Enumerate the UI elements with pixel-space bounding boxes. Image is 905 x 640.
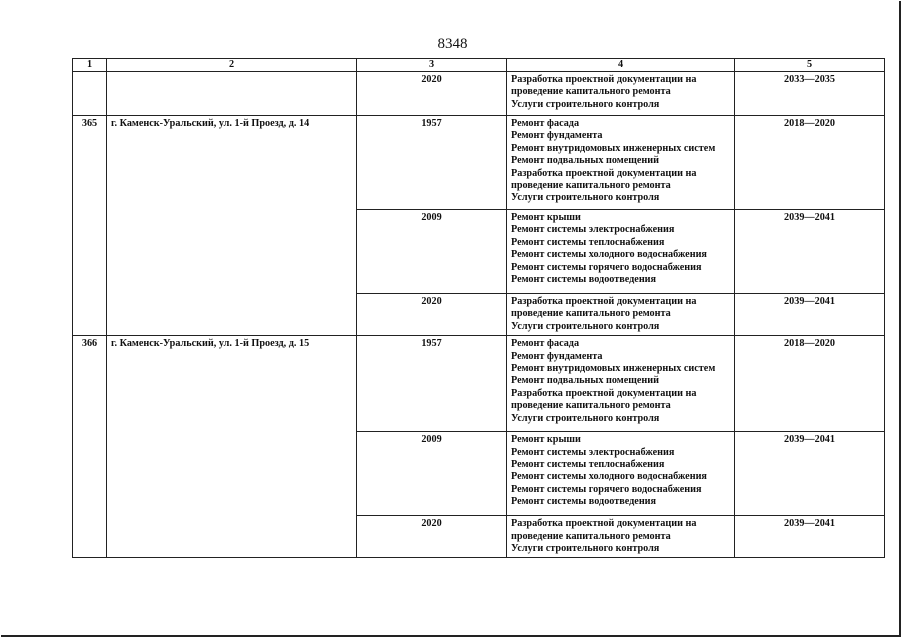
- repair-schedule-table: [72, 58, 885, 558]
- work-line: Ремонт фасада: [511, 338, 580, 350]
- year-cell: 1957: [357, 336, 507, 432]
- work-line: Ремонт системы водоотведения: [511, 274, 657, 286]
- empty-address-cell: [107, 72, 357, 116]
- works-cell: [507, 336, 735, 432]
- work-line: Ремонт системы холодного водоснабжения: [511, 471, 707, 483]
- works-cell: [507, 516, 735, 558]
- year-cell: 2009: [357, 432, 507, 516]
- work-line: Ремонт системы теплоснабжения: [511, 236, 665, 248]
- work-line: Разработка проектной документации на: [511, 74, 697, 85]
- work-line: Ремонт системы электроснабжения: [511, 446, 675, 458]
- work-line: проведение капитального ремонта: [511, 180, 671, 192]
- table-body: [73, 72, 885, 558]
- work-line: Разработка проектной документации на: [511, 518, 697, 530]
- column-header-3: 3: [357, 59, 507, 72]
- period-cell: 2039—2041: [735, 432, 885, 516]
- building-number: 366: [73, 336, 107, 558]
- works-cell: [507, 210, 735, 294]
- work-line: Услуги строительного контроля: [511, 192, 660, 204]
- building-number: 365: [73, 116, 107, 336]
- work-line: Услуги строительного контроля: [511, 98, 660, 110]
- work-line: Ремонт подвальных помещений: [511, 155, 659, 167]
- continuation-row: [73, 72, 885, 116]
- column-number-row: [73, 59, 885, 72]
- work-line: Ремонт системы теплоснабжения: [511, 459, 665, 471]
- work-line: Ремонт фундамента: [511, 130, 603, 142]
- work-line: Ремонт крыши: [511, 434, 581, 446]
- work-line: проведение капитального ремонта: [511, 86, 671, 98]
- column-header-1: 1: [73, 59, 107, 72]
- work-line: проведение капитального ремонта: [511, 400, 671, 412]
- work-line: Ремонт системы водоотведения: [511, 496, 657, 508]
- works-cell: [507, 72, 735, 116]
- work-line: Ремонт системы электроснабжения: [511, 224, 675, 236]
- work-line: Разработка проектной документации на: [511, 387, 697, 399]
- building-address: г. Каменск-Уральский, ул. 1-й Проезд, д. 15: [107, 336, 357, 558]
- work-line: Ремонт внутридомовых инженерных систем: [511, 363, 716, 375]
- work-line: Услуги строительного контроля: [511, 320, 660, 332]
- period-cell: 2039—2041: [735, 210, 885, 294]
- period-cell: 2039—2041: [735, 516, 885, 558]
- period-cell: 2033—2035: [735, 72, 885, 116]
- empty-number-cell: [73, 72, 107, 116]
- work-line: Разработка проектной документации на: [511, 296, 697, 307]
- work-line: Ремонт системы горячего водоснабжения: [511, 261, 702, 273]
- building-address: г. Каменск-Уральский, ул. 1-й Проезд, д. 14: [107, 116, 357, 336]
- year-cell: 2020: [357, 294, 507, 336]
- work-line: Разработка проектной документации на: [511, 167, 697, 179]
- table-row: [73, 116, 885, 210]
- table-row: [73, 336, 885, 432]
- page-number: 8348: [437, 36, 468, 52]
- works-cell: [507, 116, 735, 210]
- work-line: Ремонт системы холодного водоснабжения: [511, 249, 707, 261]
- works-cell: [507, 432, 735, 516]
- year-cell: 2020: [357, 516, 507, 558]
- work-line: Ремонт системы горячего водоснабжения: [511, 483, 702, 495]
- work-line: проведение капитального ремонта: [511, 308, 671, 320]
- period-cell: 2018—2020: [735, 336, 885, 432]
- column-header-4: 4: [507, 59, 735, 72]
- year-cell: 1957: [357, 116, 507, 210]
- period-cell: 2018—2020: [735, 116, 885, 210]
- work-line: Ремонт фасада: [511, 118, 580, 129]
- column-header-5: 5: [735, 59, 885, 72]
- year-cell: 2009: [357, 210, 507, 294]
- work-line: Услуги строительного контроля: [511, 543, 660, 555]
- work-line: проведение капитального ремонта: [511, 530, 671, 542]
- column-header-2: 2: [107, 59, 357, 72]
- work-line: Услуги строительного контроля: [511, 412, 660, 424]
- work-line: Ремонт крыши: [511, 212, 581, 223]
- works-cell: [507, 294, 735, 336]
- work-line: Ремонт фундамента: [511, 350, 603, 362]
- period-cell: 2039—2041: [735, 294, 885, 336]
- work-line: Ремонт внутридомовых инженерных систем: [511, 142, 716, 154]
- work-line: Ремонт подвальных помещений: [511, 375, 659, 387]
- year-cell: 2020: [357, 72, 507, 116]
